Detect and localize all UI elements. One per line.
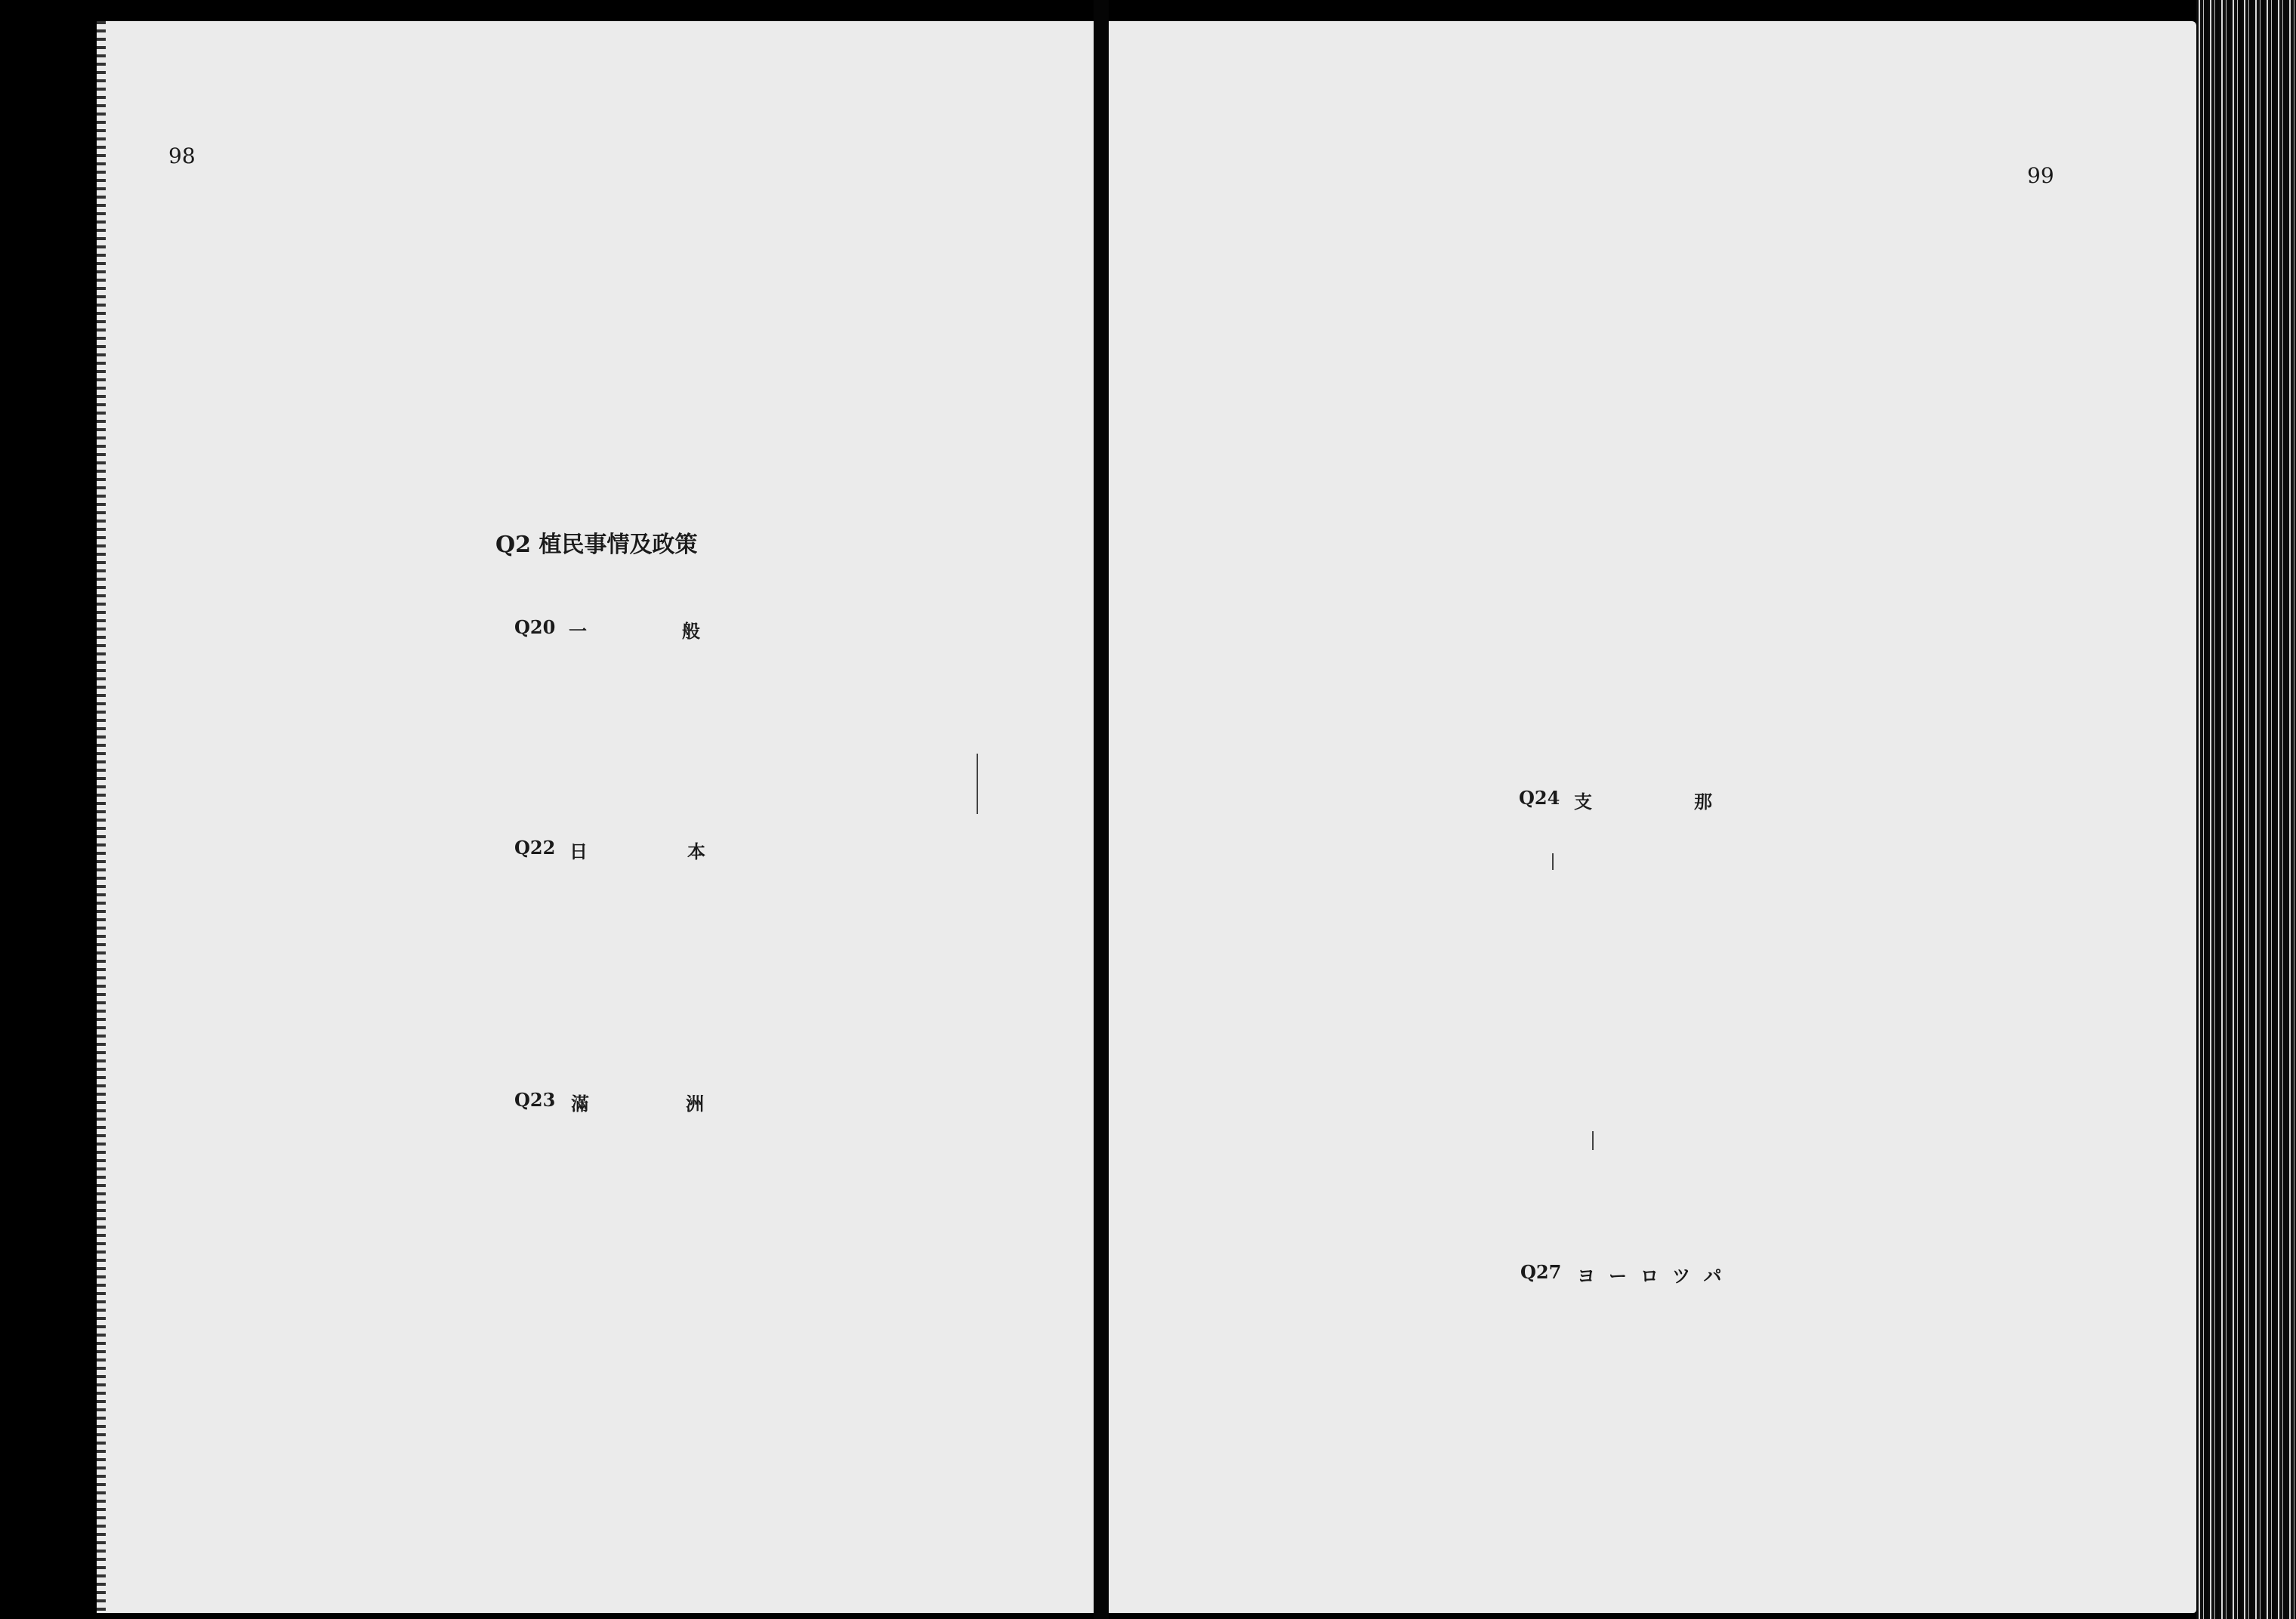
entry-row <box>1109 1084 2196 1085</box>
entry-row <box>1109 989 2196 990</box>
q22-word-b: 本 <box>687 840 705 862</box>
entry-row <box>97 1447 1094 1448</box>
entry-row <box>1109 1456 2196 1457</box>
entry-row <box>97 755 1094 756</box>
entry-row <box>1109 211 2196 212</box>
entry-row <box>97 903 1094 904</box>
entry-row <box>1109 530 2196 531</box>
entry-row <box>1109 574 2196 575</box>
page-number-left: 98 <box>168 143 196 168</box>
page-edges <box>2196 0 2296 1619</box>
left-edge-noise <box>97 21 106 1613</box>
right-page <box>1109 21 2196 1613</box>
entry-row <box>97 1234 1094 1235</box>
entry-row <box>97 1403 1094 1404</box>
entry-row <box>97 717 1094 718</box>
q22-code: Q22 <box>514 837 556 859</box>
entry-row <box>97 251 1094 252</box>
book-gutter <box>1094 0 1109 1619</box>
q20-code: Q20 <box>514 616 556 638</box>
q27-code: Q27 <box>1520 1261 1562 1283</box>
q23-word-b: 洲 <box>686 1093 704 1115</box>
entry-row <box>1109 944 2196 945</box>
entry-row <box>97 370 1094 371</box>
vertical-mark <box>977 754 978 814</box>
entry-row <box>1109 894 2196 895</box>
entry-row <box>97 1193 1094 1194</box>
section-heading-q2: Q2 植民事情及政策 <box>495 532 698 558</box>
vertical-mark <box>1552 853 1554 870</box>
entry-row <box>1109 486 2196 487</box>
entry-row <box>97 329 1094 330</box>
entry-row <box>1109 660 2196 661</box>
entry-row <box>1109 704 2196 705</box>
q24-word-a: 支 <box>1574 791 1592 813</box>
vertical-mark <box>1592 1131 1594 1150</box>
entry-row <box>97 674 1094 675</box>
q20-word-b: 般 <box>682 620 700 642</box>
q20-word-a: 一 <box>569 620 587 642</box>
entry-row <box>1109 1176 2196 1177</box>
q23-code: Q23 <box>514 1089 556 1111</box>
q27-word-a: ヨーロツパ <box>1577 1265 1736 1287</box>
entry-row <box>1109 1128 2196 1129</box>
entry-row <box>1109 311 2196 312</box>
left-page <box>97 21 1094 1613</box>
entry-row <box>1109 270 2196 271</box>
entry-row <box>1109 353 2196 354</box>
page-number-right: 99 <box>2027 163 2054 188</box>
entry-row <box>97 1152 1094 1153</box>
entry-row <box>97 211 1094 212</box>
entry-row <box>97 1321 1094 1322</box>
q23-word-a: 滿 <box>571 1093 589 1115</box>
q24-word-b: 那 <box>1694 791 1712 813</box>
entry-row <box>97 945 1094 946</box>
entry-row <box>97 1025 1094 1026</box>
entry-row <box>97 1362 1094 1363</box>
q22-word-a: 日 <box>569 840 588 862</box>
q24-code: Q24 <box>1519 787 1560 809</box>
